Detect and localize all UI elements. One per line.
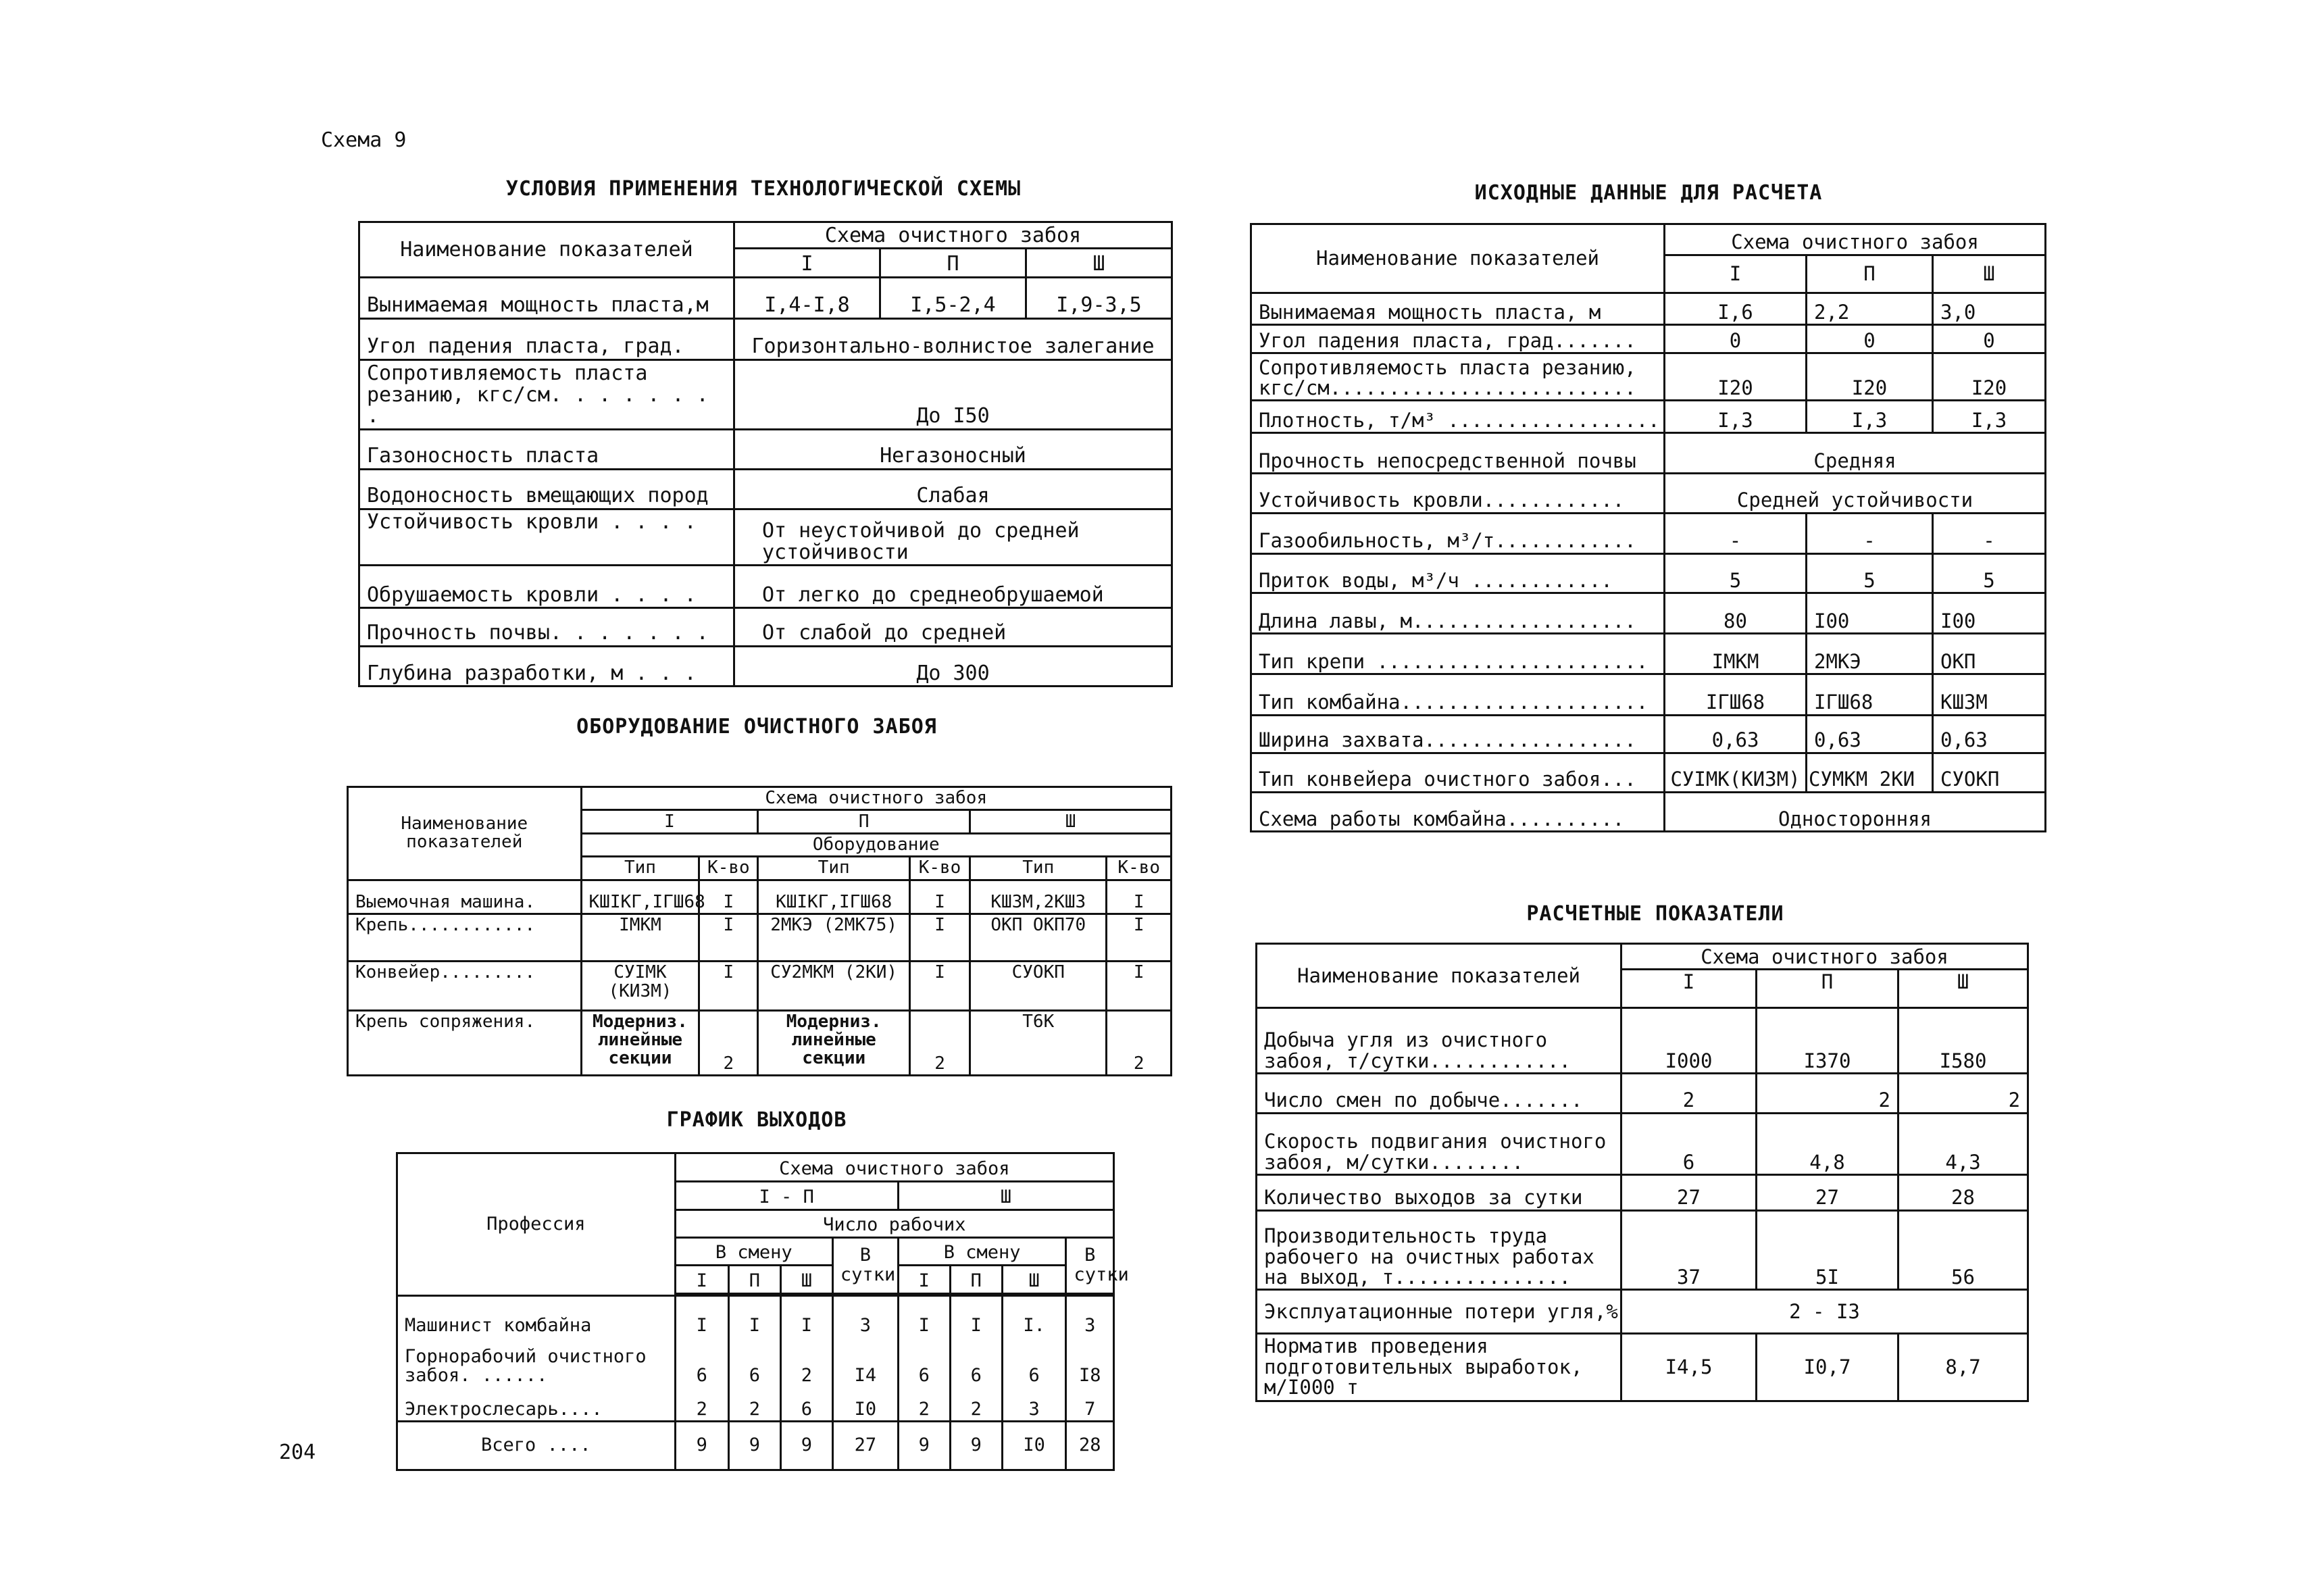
table-cell: 6 [950,1337,1002,1387]
equipment-col-scheme: Схема очистного забоя [581,787,1171,810]
table-cell: 3 [1066,1296,1114,1337]
table-cell: Негазоносный [734,429,1172,469]
table-cell: До I50 [734,359,1172,429]
table-cell: I [728,1296,780,1337]
table-cell: 0 [1665,325,1807,353]
table-cell: I370 [1757,1007,1898,1073]
table-cell: 9 [780,1421,832,1470]
table-cell: 2МКЭ [1807,634,1933,674]
table-cell: 3 [832,1296,898,1337]
type-header: Тип [970,857,1107,880]
table-cell: I. [1002,1296,1066,1337]
table-cell: 4,3 [1898,1113,2028,1174]
scheme-header: Ш [1933,255,2046,293]
table-row-label: Тип крепи ....................... [1251,634,1665,674]
table-cell: I [699,962,758,1010]
scheme-header: Ш [1898,969,2028,1007]
per-shift-header: В смену [898,1237,1066,1265]
table-cell: 2 [699,1010,758,1075]
table-cell: I4 [832,1337,898,1387]
table-cell: Односторонняя [1665,792,2046,831]
table-cell: I000 [1621,1007,1757,1073]
table-row-label: Газоносность пласта [359,429,734,469]
per-day-header: В сутки [832,1237,898,1293]
table-cell: I [699,914,758,961]
per-shift-header: В смену [675,1237,832,1265]
conditions-title: УСЛОВИЯ ПРИМЕНЕНИЯ ТЕХНОЛОГИЧЕСКОЙ СХЕМЫ [505,177,1022,201]
table-cell: I [898,1296,950,1337]
equipment-table [347,786,1172,1076]
table-cell: ОКП [1933,634,2046,674]
table-cell: 8,7 [1898,1334,2028,1401]
type-header: Тип [581,857,699,880]
table-cell: 3 [1002,1387,1066,1421]
table-cell: I0 [832,1387,898,1421]
table-cell: 6 [1621,1113,1757,1174]
schedule-table [396,1152,1129,1471]
table-cell: Слабая [734,469,1172,509]
table-cell: I [950,1296,1002,1337]
workers-header: Число рабочих [675,1210,1113,1237]
table-row-label: Ширина захвата.................. [1251,715,1665,753]
table-cell: I [1107,914,1172,961]
table-row-label: Производительность труда рабочего на очистных работах на выход, т............... [1257,1210,1621,1290]
table-cell: 2 [910,1010,970,1075]
table-cell: I,5-2,4 [880,277,1026,318]
table-cell: СУМКМ 2КИ [1807,753,1933,792]
table-cell: 27 [1757,1175,1898,1211]
table-cell: I,3 [1807,401,1933,433]
table-row-label: Выемочная машина. [348,880,582,914]
scheme-header: П [1757,969,1898,1007]
table-cell: I00 [1807,593,1933,633]
table-cell: I,4-I,8 [734,277,880,318]
initial-col-name: Наименование показателей [1251,224,1665,293]
equipment-sub-header: Оборудование [581,833,1171,856]
table-cell: I4,5 [1621,1334,1757,1401]
table-cell: 80 [1665,593,1807,633]
table-cell: I20 [1665,353,1807,401]
shift-header: I [898,1265,950,1293]
table-cell: I,9-3,5 [1026,277,1172,318]
table-cell: КШIКГ,IГШ68 [758,880,910,914]
table-cell: - [1807,513,1933,553]
table-cell: Средней устойчивости [1665,474,2046,513]
table-cell: I20 [1933,353,2046,401]
per-day-header: В сутки [1066,1237,1114,1293]
table-row-label: Сопротивляемость пласта резанию, кгс/см.......................... [1251,353,1665,401]
table-row-label: Вынимаемая мощность пласта,м [359,277,734,318]
table-cell: 0,63 [1807,715,1933,753]
table-row-label: Крепь............ [348,914,582,961]
table-cell: 0,63 [1933,715,2046,753]
table-cell: 0 [1807,325,1933,353]
table-cell: 9 [898,1421,950,1470]
table-row-label: Угол падения пласта, град. [359,318,734,359]
scheme-header: П [880,249,1026,278]
table-cell: От слабой до средней [734,608,1172,647]
table-cell: Т6К [970,1010,1107,1075]
table-row-label: Крепь сопряжения. [348,1010,582,1075]
table-cell: 2 [1757,1074,1898,1114]
conditions-col-scheme: Схема очистного забоя [734,222,1172,249]
table-cell: 6 [898,1337,950,1387]
table-cell: От неустойчивой до средней устойчивости [734,509,1172,565]
scheme-header: I [1665,255,1807,293]
table-cell: 6 [675,1337,728,1387]
schedule-col-scheme: Схема очистного забоя [675,1153,1113,1182]
table-cell: I00 [1933,593,2046,633]
table-cell: I580 [1898,1007,2028,1073]
table-cell: 28 [1066,1421,1114,1470]
table-row-label: Обрушаемость кровли . . . . [359,566,734,608]
shift-header: Ш [780,1265,832,1293]
table-cell: I0 [1002,1421,1066,1470]
calculated-title: РАСЧЕТНЫЕ ПОКАЗАТЕЛИ [1526,902,1784,926]
shift-header: Ш [1002,1265,1066,1293]
initial-data-table [1250,223,2046,832]
qty-header: К-во [1107,857,1172,880]
table-cell: 27 [1621,1175,1757,1211]
table-cell: I [910,880,970,914]
table-cell: СУIМК (КИЗМ) [581,962,699,1010]
scheme-label: Схема 9 [321,128,407,152]
table-cell: 2МКЭ (2МК75) [758,914,910,961]
table-row-label: Конвейер......... [348,962,582,1010]
table-cell: I,3 [1933,401,2046,433]
table-row-label: Газообильность, м³/т............ [1251,513,1665,553]
table-cell: 28 [1898,1175,2028,1211]
table-cell: 2 [1898,1074,2028,1114]
table-row-label: Устойчивость кровли............ [1251,474,1665,513]
table-cell: I [780,1296,832,1337]
table-cell: 9 [950,1421,1002,1470]
table-cell: 9 [675,1421,728,1470]
table-cell: I [910,962,970,1010]
table-cell: 27 [832,1421,898,1470]
table-cell: I [910,914,970,961]
table-row-label: Угол падения пласта, град....... [1251,325,1665,353]
table-cell: 3,0 [1933,293,2046,325]
table-cell: - [1933,513,2046,553]
table-row-label: Эксплуатационные потери угля,% [1257,1290,1621,1334]
qty-header: К-во [910,857,970,880]
shift-header: П [728,1265,780,1293]
table-cell: I [1107,962,1172,1010]
table-cell: 5I [1757,1210,1898,1290]
table-cell: 5 [1665,553,1807,593]
table-cell: I [675,1296,728,1337]
equipment-col-name: Наименование показателей [348,787,582,880]
table-row-label: Горнорабочий очистного забоя. ...... [397,1337,676,1387]
calculated-col-name: Наименование показателей [1257,944,1621,1008]
table-cell: IМКМ [581,914,699,961]
table-cell: 0 [1933,325,2046,353]
table-cell: IМКМ [1665,634,1807,674]
table-row-label: Приток воды, м³/ч ............ [1251,553,1665,593]
page-number: 204 [279,1441,316,1464]
table-cell: 2 [1107,1010,1172,1075]
table-row-label: Схема работы комбайна.......... [1251,792,1665,831]
table-row-label: Водоносность вмещающих пород [359,469,734,509]
table-cell: IГШ68 [1665,674,1807,715]
initial-col-scheme: Схема очистного забоя [1665,224,2046,255]
table-cell: 2 [898,1387,950,1421]
table-row-label: Машинист комбайна [397,1296,676,1337]
type-header: Тип [758,857,910,880]
schedule-group-header: Ш [898,1181,1113,1210]
calculated-table [1255,943,2029,1402]
table-cell: I [699,880,758,914]
schedule-title: ГРАФИК ВЫХОДОВ [666,1108,847,1132]
table-cell: IГШ68 [1807,674,1933,715]
table-cell: СУОКП [970,962,1107,1010]
table-cell: 0,63 [1665,715,1807,753]
table-cell: 56 [1898,1210,2028,1290]
table-row-label: Тип комбайна..................... [1251,674,1665,715]
table-row-label: Прочность почвы. . . . . . . [359,608,734,647]
scheme-header: Ш [970,810,1172,833]
table-row-label: Электрослесарь.... [397,1387,676,1421]
table-row-label: Вынимаемая мощность пласта, м [1251,293,1665,325]
scheme-header: I [1621,969,1757,1007]
equipment-title: ОБОРУДОВАНИЕ ОЧИСТНОГО ЗАБОЯ [576,715,937,739]
table-cell: СУIМК(КИЗМ) [1665,753,1807,792]
table-cell: 2,2 [1807,293,1933,325]
table-row-label: Скорость подвигания очистного забоя, м/сутки........ [1257,1113,1621,1174]
shift-header: П [950,1265,1002,1293]
table-cell: 6 [1002,1337,1066,1387]
table-cell: 2 [950,1387,1002,1421]
schedule-group-header: I - П [675,1181,898,1210]
schedule-col-profession: Профессия [397,1153,676,1296]
table-cell: КШIКГ,IГШ68 [581,880,699,914]
table-cell: До 300 [734,646,1172,686]
table-cell: 2 [728,1387,780,1421]
table-cell: I8 [1066,1337,1114,1387]
table-cell: I20 [1807,353,1933,401]
table-row-label: Прочность непосредственной почвы [1251,433,1665,474]
conditions-col-name: Наименование показателей [359,222,734,278]
table-cell: Модерниз. линейные секции [758,1010,910,1075]
initial-title: ИСХОДНЫЕ ДАННЫЕ ДЛЯ РАСЧЕТА [1474,181,1823,205]
table-cell: От легко до среднеобрушаемой [734,566,1172,608]
table-row-label: Устойчивость кровли . . . . [359,509,734,565]
total-row-label: Всего .... [397,1421,676,1470]
table-row-label: Число смен по добыче....... [1257,1074,1621,1114]
scheme-header: П [1807,255,1933,293]
table-cell: КШЗМ,2КШЗ [970,880,1107,914]
table-cell: ОКП ОКП70 [970,914,1107,961]
table-cell: 9 [728,1421,780,1470]
table-row-label: Добыча угля из очистного забоя, т/сутки............ [1257,1007,1621,1073]
table-cell: - [1665,513,1807,553]
table-cell: Горизонтально-волнистое залегание [734,318,1172,359]
table-cell: КШЗМ [1933,674,2046,715]
table-cell: I [1107,880,1172,914]
conditions-table [358,221,1173,687]
table-cell: 6 [780,1387,832,1421]
qty-header: К-во [699,857,758,880]
scheme-header: П [758,810,970,833]
table-cell: 2 [1621,1074,1757,1114]
scheme-header: I [734,249,880,278]
scheme-header: Ш [1026,249,1172,278]
table-cell: I0,7 [1757,1334,1898,1401]
scheme-header: I [581,810,758,833]
table-row-label: Сопротивляемость пласта резанию, кгс/см. . . . . . . . [359,359,734,429]
table-cell: Модерниз. линейные секции [581,1010,699,1075]
table-cell: 2 [675,1387,728,1421]
table-cell: 2 - I3 [1621,1290,2028,1334]
table-row-label: Тип конвейера очистного забоя... [1251,753,1665,792]
table-cell: 5 [1807,553,1933,593]
table-row-label: Длина лавы, м................... [1251,593,1665,633]
table-cell: СУ2МКМ (2КИ) [758,962,910,1010]
table-cell: I,6 [1665,293,1807,325]
table-cell: СУОКП [1933,753,2046,792]
table-cell: 6 [728,1337,780,1387]
table-row-label: Норматив проведения подготовительных выработок, м/I000 т [1257,1334,1621,1401]
shift-header: I [675,1265,728,1293]
table-row-label: Глубина разработки, м . . . [359,646,734,686]
table-cell: 5 [1933,553,2046,593]
table-cell: Средняя [1665,433,2046,474]
table-cell: 4,8 [1757,1113,1898,1174]
calculated-col-scheme: Схема очистного забоя [1621,944,2028,970]
table-cell: 37 [1621,1210,1757,1290]
table-row-label: Плотность, т/м³ .................. [1251,401,1665,433]
table-cell: 7 [1066,1387,1114,1421]
table-cell: I,3 [1665,401,1807,433]
table-cell: 2 [780,1337,832,1387]
table-row-label: Количество выходов за сутки [1257,1175,1621,1211]
